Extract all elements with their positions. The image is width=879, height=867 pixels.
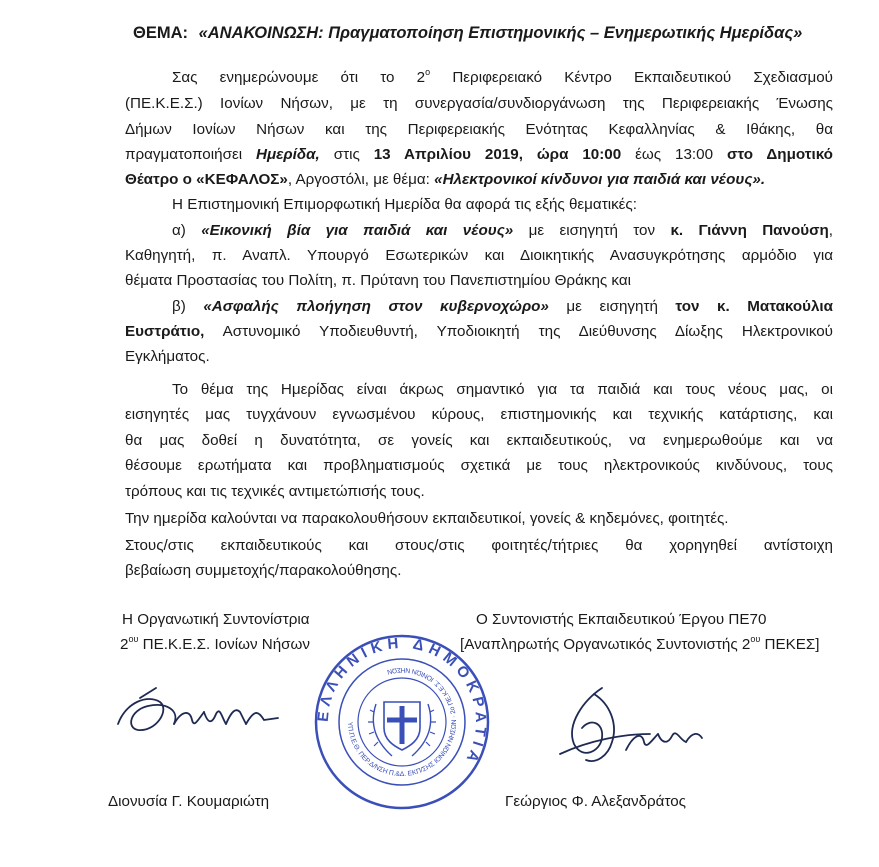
para1-line2: (ΠΕ.Κ.Ε.Σ.) Ιονίων Νήσων, με τη συνεργασία/συνδιοργάνωση της Περιφερειακής Ένωσης [125, 95, 833, 112]
subject-text: «ΑΝΑΚΟΙΝΩΣΗ: Πραγματοποίηση Επιστημονικής – Ενημερωτικής Ημερίδας» [198, 24, 803, 42]
para3-line3: θα μας δοθεί η δυνατότητα, σε γονείς και εκπαιδευτικούς, να ενημερωθούμε και να [125, 432, 833, 449]
official-stamp [312, 632, 492, 812]
para1-line4: πραγματοποιήσει Ημερίδα, στις 13 Απριλίου 2019, ώρα 10:00 έως 13:00 στο Δημοτικό [125, 146, 833, 163]
stamp-inner-text: ΥΠ.Π.Ε.Θ. ΠΕΡ.Δ/ΝΣΗ Π.&Δ. ΕΚΠ/ΣΗΣ ΙΟΝΙΩΝ ΝΗΣΩΝ · 2ο ΠΕ.Κ.Ε.Σ. ΙΟΝΙΩΝ ΝΗΣΩΝ [345, 665, 459, 779]
para3-line5: τρόπους και τις τεχνικές αντιμετώπισής τους. [125, 483, 425, 500]
topic-a-line2: Καθηγητή, π. Αναπλ. Υπουργό Εσωτερικών και Διοικητικής Ανασυγκρότησης αρμόδιο για [125, 247, 833, 264]
para4: Την ημερίδα καλούνται να παρακολουθήσουν εκπαιδευτικοί, γονείς & κηδεμόνες, φοιτητές. [125, 510, 729, 527]
para5-line1: Στους/στις εκπαιδευτικούς και στους/στις φοιτητές/τήτριες θα χορηγηθεί αντίστοιχη [125, 537, 833, 554]
stamp-outer-text: ΕΛΛΗΝΙΚΗ ΔΗΜΟΚΡΑΤΙΑ [314, 634, 490, 770]
left-signature [108, 680, 288, 750]
para1-line1: Σας ενημερώνουμε ότι το $2^o$ Περιφερειακό Κέντρο Εκπαιδευτικού Σχεδιασμού [172, 67, 833, 86]
para1-line5: Θέατρο ο «ΚΕΦΑΛΟΣ», Αργοστόλι, με θέμα: «Ηλεκτρονικοί κίνδυνοι για παιδιά και νέους». [125, 171, 766, 188]
topic-b-line2: Ευστράτιο, Αστυνομικό Υποδιευθυντή, Υποδιοικητή της Διεύθυνσης Δίωξης Ηλεκτρονικού [125, 323, 833, 340]
topic-a-line1: α) «Εικονική βία για παιδιά και νέους» με εισηγητή τον κ. Γιάννη Πανούση, [172, 222, 833, 239]
subject-line [133, 23, 802, 43]
right-signatory-sub: [Αναπληρωτής Οργανωτικός Συντονιστής $2^{o\upsilon}$ ΠΕΚΕΣ] [460, 634, 820, 653]
left-signatory-name: Διονυσία Γ. Κουμαριώτη [108, 793, 270, 810]
para2-intro: Η Επιστημονική Επιμορφωτική Ημερίδα θα αφορά τις εξής θεματικές: [172, 196, 637, 213]
left-signatory-org: $2^{o\upsilon}$ ΠΕ.Κ.Ε.Σ. Ιονίων Νήσων [120, 634, 310, 653]
subject-prefix: ΘΕΜΑ: [133, 24, 188, 42]
topic-a-line3: θέματα Προστασίας του Πολίτη, π. Πρύτανη του Πανεπιστημίου Θράκης και [125, 272, 631, 289]
right-signature [530, 680, 720, 780]
topic-b-line3: Εγκλήματος. [125, 348, 210, 365]
para5-line2: βεβαίωση συμμετοχής/παρακολούθησης. [125, 562, 402, 579]
coat-of-arms-icon [368, 702, 436, 756]
para3-line1: Το θέμα της Ημερίδας είναι άκρως σημαντικό για τα παιδιά και τους νέους μας, οι [172, 381, 833, 398]
para3-line2: εισηγητές μας τυγχάνουν εγνωσμένου κύρους, επιστημονικής και τεχνικής κατάρτισης, και [125, 406, 833, 423]
right-signatory-role: Ο Συντονιστής Εκπαιδευτικού Έργου ΠΕ70 [476, 611, 767, 628]
topic-b-line1: β) «Ασφαλής πλοήγηση στον κυβερνοχώρο» με εισηγητή τον κ. Ματακούλια [172, 298, 833, 315]
para1-line3: Δήμων Ιονίων Νήσων και της Περιφερειακής Ενότητας Κεφαλληνίας & Ιθάκης, θα [125, 121, 833, 138]
left-signatory-role: Η Οργανωτική Συντονίστρια [122, 611, 310, 628]
para3-line4: θέσουμε ερωτήματα και προβληματισμούς σχετικά με τους ηλεκτρονικούς κινδύνους, τους [125, 457, 833, 474]
right-signatory-name: Γεώργιος Φ. Αλεξανδράτος [505, 793, 686, 810]
